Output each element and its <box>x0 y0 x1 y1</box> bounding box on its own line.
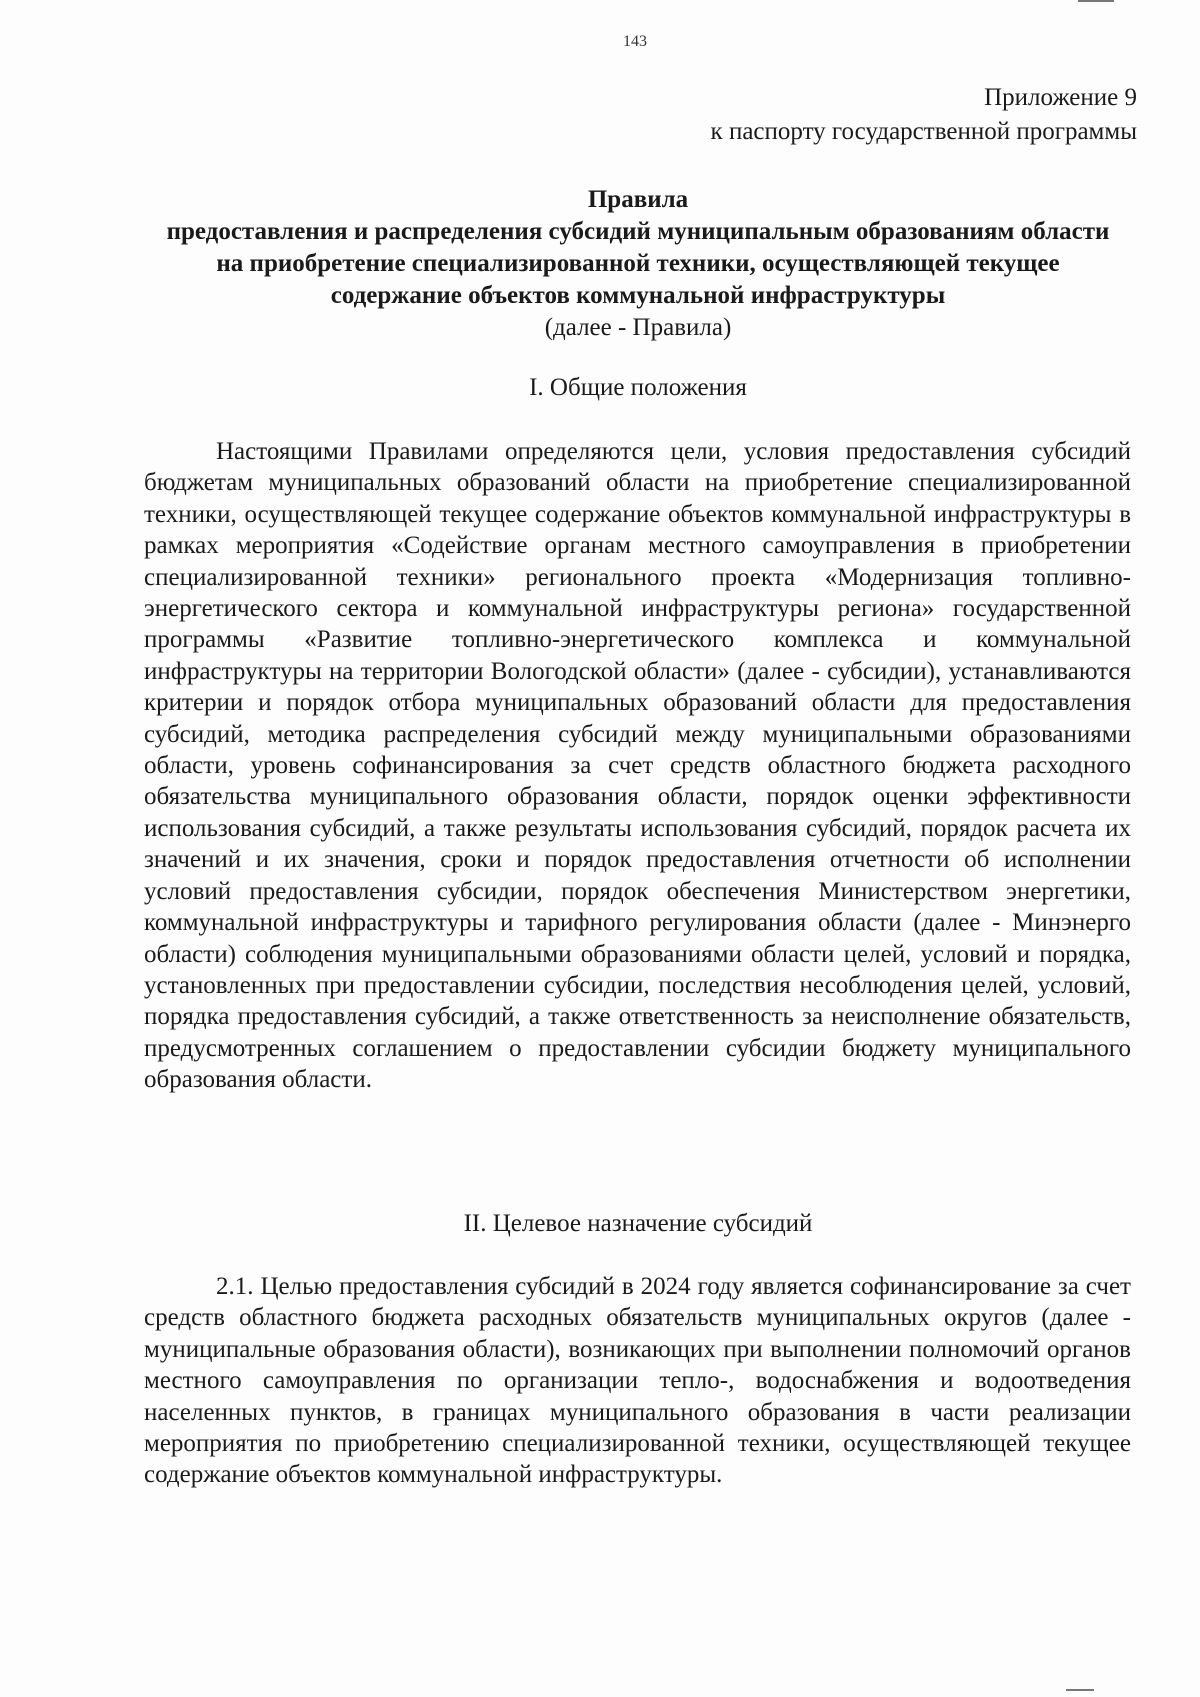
appendix-reference <box>711 81 1137 149</box>
title-note: (далее - Правила) <box>544 314 732 341</box>
document-title <box>130 184 1146 344</box>
title-main: Правила <box>587 186 689 213</box>
title-subtitle: предоставления и распределения субсидий муниципальным образованиям области на приобретение специализированной техники, осуществляющей текущее содержание объектов коммунальной инфраструктуры <box>166 218 1110 309</box>
paragraph-general-provisions: Настоящими Правилами определяются цели, условия предоставления субсидий бюджетам муниципальных образований области на приобретение специализированной техники, осуществляющей текущее содержание объектов коммунальной инфраструктуры в рамках мероприятия «Содействие органам местного самоуправления в приобретении специализированной техники» регионального проекта «Модернизация топливно-энергетического сектора и коммунальной инфраструктуры региона» государственной программы «Развитие топливно-энергетического комплекса и коммунальной инфраструктуры на территории Вологодской области» (далее - субсидии), устанавливаются критерии и порядок отбора муниципальных образований области для предоставления субсидий, методика распределения субсидий между муниципальными образованиями области, уровень софинансирования за счет средств областного бюджета расходного обязательства муниципального образования области, порядок оценки эффективности использования субсидий, а также результаты использования субсидий, порядок расчета их значений и их значения, сроки и порядок предоставления отчетности об исполнении условий предоставления субсидии, порядок обеспечения Министерством энергетики, коммунальной инфраструктуры и тарифного регулирования области (далее - Минэнерго области) соблюдения муниципальными образованиями области целей, условий и порядка, установленных при предоставлении субсидии, последствия несоблюдения целей, условий, порядка предоставления субсидий, а также ответственность за неисполнение обязательств, предусмотренных соглашением о предоставлении субсидии бюджету муниципального образования области. <box>144 438 1131 1094</box>
section-heading-purpose: II. Целевое назначение субсидий <box>463 1210 813 1237</box>
appendix-number: Приложение 9 <box>984 84 1137 111</box>
scan-artifact-top <box>1078 0 1114 2</box>
scan-artifact-bottom <box>1066 1689 1094 1691</box>
appendix-passport-note: к паспорту государственной программы <box>710 118 1137 145</box>
section-heading-general: I. Общие положения <box>529 374 747 401</box>
paragraph-purpose: 2.1. Целью предоставления субсидий в 2024 году является софинансирование за счет средств областного бюджета расходных обязательств муниципальных округов (далее - муниципальные образования области), возникающих при выполнении полномочий органов местного самоуправления по организации тепло-, водоснабжения и водоотведения населенных пунктов, в границах муниципального образования в части реализации мероприятия по приобретению специализированной техники, осуществляющей текущее содержание объектов коммунальной инфраструктуры. <box>144 1273 1131 1489</box>
page-number: 143 <box>623 33 647 50</box>
